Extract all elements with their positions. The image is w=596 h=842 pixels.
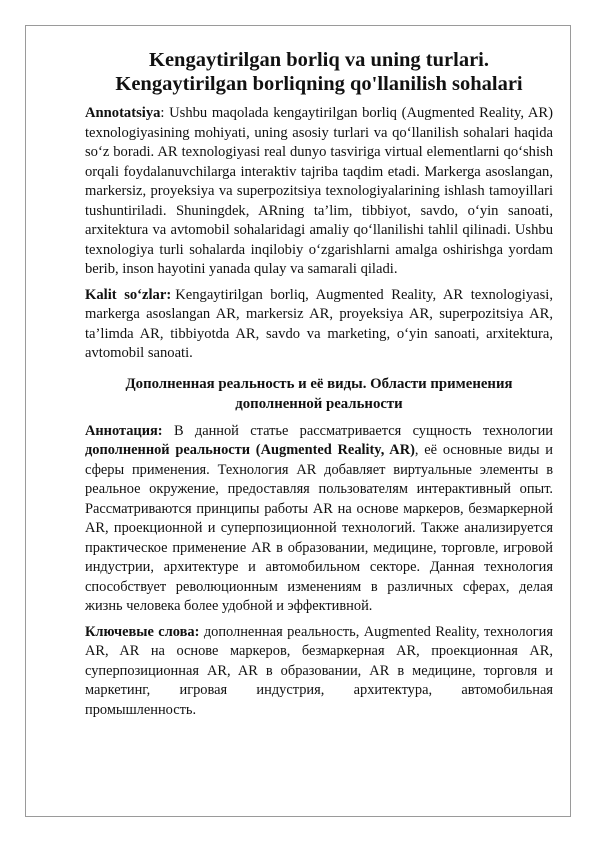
ru-title: Дополненная реальность и её виды. Области применения дополненной реальности xyxy=(125,375,513,412)
ru-keywords-label: Ключевые слова: xyxy=(85,623,200,640)
ru-abstract-text-1: В данной статье рассматривается сущность технологии xyxy=(173,422,553,439)
uz-keywords-text: Kengaytirilgan borliq, Augmented Reality, AR texnologiyasi, markerga asoslangan AR, markersiz AR, proyeksiya AR, superpozitsiya AR, ta’limda AR, tibbiyotda AR, savdo va marketing, o‘yin sanoati, arxitektura, avtomobil sanoati. xyxy=(85,286,553,361)
uz-abstract xyxy=(85,104,553,280)
ru-keywords xyxy=(85,623,553,721)
ru-abstract-bold: дополненной реальности (Augmented Reality, AR) xyxy=(85,442,415,458)
uz-title: Kengaytirilgan borliq va uning turlari. Kengaytirilgan borliqning qo'llanilish sohalari xyxy=(115,49,523,95)
article-content xyxy=(85,48,553,726)
ru-abstract xyxy=(85,422,553,617)
uz-keywords xyxy=(85,286,553,364)
uz-abstract-text: : Ushbu maqolada kengaytirilgan borliq (Augmented Reality, AR) texnologiyasining mohiyati, uning asosiy turlari va qo‘llanilish sohalari haqida so‘z boradi. AR texnologiyasi real dunyo tasviriga virtual elementlarni qo‘shish orqali foydalanuvchilarga interaktiv tajriba taqdim etadi. Markerga asoslangan, markersiz, proyeksiya va superpozitsiya texnologiyalarining ishlash tamoyillari tushuntiriladi. Shuningdek, ARning ta’lim, tibbiyot, savdo, o‘yin sanoati, arxitektura va avtomobil sohalaridagi amaliy qo‘llanilishi tahlil qilinadi. Ushbu texnologiya turli sohalarda inqilobiy o‘zgarishlarni amalga oshirishga yordam berib, inson hayotini yanada qulay va samarali qiladi. xyxy=(85,105,553,277)
uz-abstract-label: Annotatsiya xyxy=(85,105,161,121)
ru-abstract-text-2: , её основные виды и сферы применения. Технология AR добавляет виртуальные элементы в реальное окружение, предоставляя пользователям интерактивный опыт. Рассматриваются принципы работы AR на основе маркеров, безмаркерной AR, проекционной и суперпозиционной технологий. Также анализируется практическое применение AR в образовании, медицине, торговле, игровой индустрии, архитектуре и автомобильном секторе. Данная технология способствует революционным изменениям в различных сферах, делая жизнь человека более удобной и эффективной. xyxy=(85,442,554,614)
ru-abstract-label: Аннотация: xyxy=(85,422,163,439)
uz-keywords-label: Kalit so‘zlar: xyxy=(85,286,172,303)
ru-keywords-text: дополненная реальность, Augmented Reality, технология AR, AR на основе маркеров, безмаркерная AR, проекционная AR, суперпозиционная AR, AR в образовании, AR в медицине, торговля и маркетинг, игровая индустрия, архитектура, автомобильная промышленность. xyxy=(85,623,553,718)
